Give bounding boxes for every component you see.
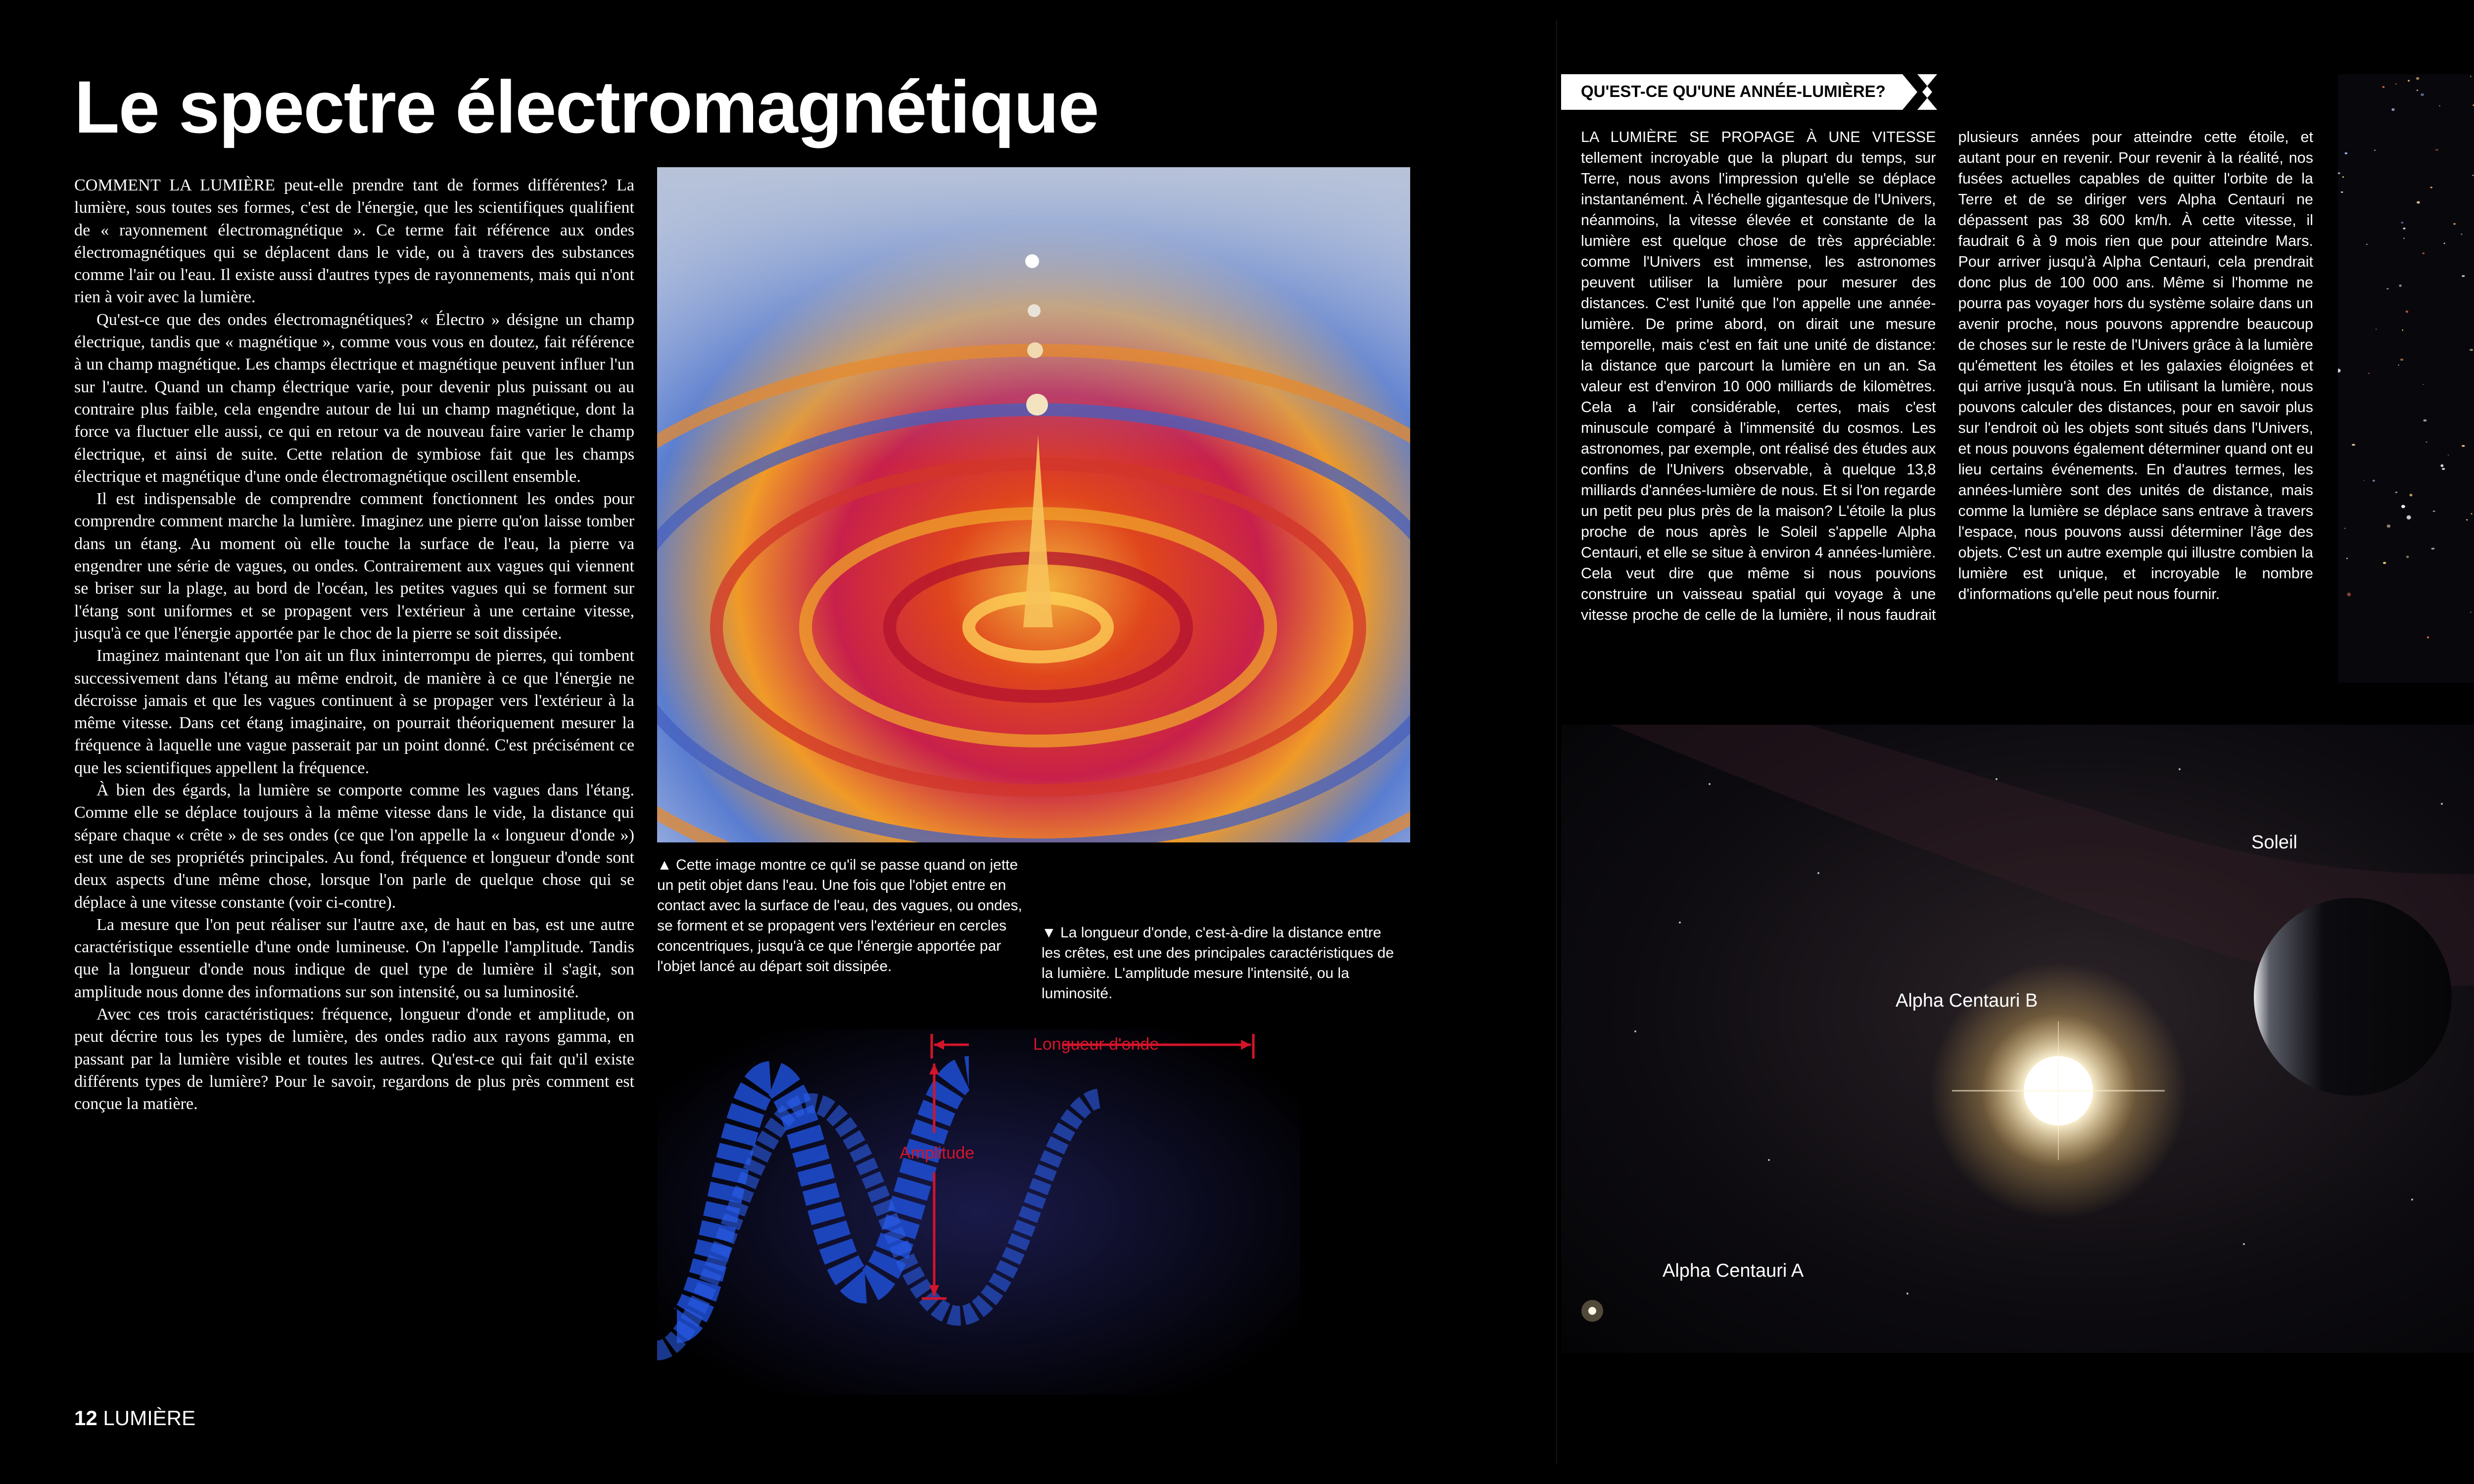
caption-text: La longueur d'onde, c'est-à-dire la distance entre les crêtes, est une des principales caractéristiques de la lumière. L'amplitude mesure l'intensité, ou la luminosité. xyxy=(1042,925,1394,1002)
running-head: LUMIÈRE xyxy=(103,1406,196,1430)
paragraph: À bien des égards, la lumière se comporte comme les vagues dans l'étang. Comme elle se déplace toujours à la même vitesse dans le vide, la distance qui sépare chaque « crête » de ses ondes (ce que l'on appelle la « longueur d'onde ») est une de ses propriétés principales. Au fond, fréquence et longueur d'onde sont deux aspects d'une même chose, lorsque l'on parle de quelque chose qui se déplace à une vitesse constante (voir ci-contre). xyxy=(74,781,634,912)
hubble-deep-field-image xyxy=(2338,74,2474,683)
soleil-label: Soleil xyxy=(2251,832,2297,853)
page-title: Le spectre électromagnétique xyxy=(74,65,1098,148)
wave-diagram-caption xyxy=(1042,923,1398,1004)
page-number: 12 xyxy=(74,1406,97,1430)
caption-marker: ▼ xyxy=(1042,925,1056,941)
alpha-centauri-b-label: Alpha Centauri B xyxy=(1896,990,2038,1011)
caption-marker: ▲ xyxy=(657,857,672,873)
left-folio xyxy=(74,1406,195,1430)
water-ripple-image xyxy=(657,167,1410,842)
caption-text: Cette image montre ce qu'il se passe quand on jette un petit objet dans l'eau. Une fois que l'objet entre en contact avec la surface de l'eau, des vagues, ou ondes, se forment et se propagent vers l'extérieur en cercles concentriques, jusqu'à ce que l'énergie apportée par l'objet lancé au départ soit dissipée. xyxy=(657,857,1022,974)
light-year-box-header xyxy=(1561,74,1957,110)
paragraph: La mesure que l'on peut réaliser sur l'autre axe, de haut en bas, est une autre caractéristique essentielle d'une onde lumineuse. On l'appelle l'amplitude. Tandis que la longueur d'onde nous indique de quel type de lumière il s'agit, son amplitude nous donne des informations sur son intensité, ou sa luminosité. xyxy=(74,915,634,1001)
paragraph: Il est indispensable de comprendre comment fonctionnent les ondes pour comprendre comment marche la lumière. Imaginez une pierre qu'on laisse tomber dans un étang. Au moment où elle touche la surface de l'eau, la pierre va engendrer une série de vagues, ou ondes. Contrairement aux vagues qui viennent se briser sur la plage, au bord de l'océan, les petites vagues qui se forment sur l'étang sont uniformes et se propagent vers l'extérieur à une certaine vitesse, jusqu'à ce que l'énergie apportée par le choc de la pierre se soit dissipée. xyxy=(74,490,634,643)
amplitude-label: Amplitude xyxy=(900,1144,975,1162)
wavelength-label: Longueur d'onde xyxy=(1033,1035,1159,1054)
alpha-centauri-a-label: Alpha Centauri A xyxy=(1663,1260,1804,1281)
light-year-text xyxy=(1581,127,2313,723)
paragraph: Qu'est-ce que des ondes électromagnétiques? « Électro » désigne un champ électrique, tandis que « magnétique », comme vous vous en doutez, fait référence à un champ magnétique. Les champs électrique et magnétique peuvent influer l'un sur l'autre. Quand un champ électrique varie, pour devenir plus puissant ou au contraire plus faible, cela engendre autour de lui un champ magnétique, dont la force va fluctuer elle aussi, ce qui en retour va de nouveau faire varier le champ électrique, et ainsi de suite. Cette relation de symbiose fait que les champs électrique et magnétique d'une onde électromagnétique oscillent ensemble. xyxy=(74,310,634,486)
water-image-caption xyxy=(657,855,1033,976)
box-paragraph: LA LUMIÈRE SE PROPAGE À UNE VITESSE tellement incroyable que la plupart du temps, sur Terre, nous avons l'impression qu'elle se déplace instantanément. À l'échelle gigantesque de l'Univers, néanmoins, la vitesse élevée et constante de la lumière est quelque chose de très appréciable: comme l'Univers est immense, les astronomes peuvent utiliser la lumière pour mesurer des distances. C'est l'unité que l'on appelle une année-lumière. De prime abord, on dirait une mesure temporelle, mais c'est en fait une unité de distance: la distance que parcourt la lumière en un an. Sa valeur est d'environ 10 000 milliards de kilomètres. Cela a l'air considérable, certes, mais c'est minuscule comparé à l'immensité du cosmos. Les astronomes, par exemple, ont réalisé des études aux confins de l'Univers observable, à quelque 13,8 milliards d'années-lumière de nous. Et si l'on regarde un petit peu plus près de la maison? L'étoile la plus proche de nous après le Soleil s'appelle Alpha Centauri, et elle se situe à environ 4 années-lumière. Cela veut dire que même si nous pouvions construire un vaisseau spatial qui voyage à une vitesse proche de celle de la lumière, il nous faudrait plusieurs années pour atteindre cette étoile, et autant pour en revenir. Pour revenir à la réalité, nos fusées actuelles capables de quitter l'orbite de la Terre et de se diriger vers Alpha Centauri ne dépassent pas 38 600 km/h. À cette vitesse, il faudrait 6 à 9 mois rien que pour atteindre Mars. Pour arriver jusqu'à Alpha Centauri, cela prendrait donc plus de 100 000 ans. Même si l'homme ne pourra pas voyager hors du système solaire dans un avenir proche, nous pouvons apprendre beaucoup de choses sur le reste de l'Univers grâce à la lumière qu'émettent les étoiles et les galaxies éloignées et qui arrive jusqu'à nous. En utilisant la lumière, nous pouvons calculer des distances, pour en savoir plus sur l'endroit où les objets sont situés dans l'Univers, et nous pouvons également déterminer quand ont eu lieu certains événements. En d'autres termes, les années-lumière sont des unités de distance, mais comme la lumière se déplace sans entrave à travers l'espace, nous pouvons aussi déterminer l'âge des objets. C'est un autre exemple qui illustre combien la lumière est unique, et incroyable le nombre d'informations qu'elle peut nous fournir. xyxy=(1581,129,2313,623)
paragraph: Imaginez maintenant que l'on ait un flux ininterrompu de pierres, qui tombent successivement dans l'étang au même endroit, de manière à ce que l'énergie ne décroisse jamais et que les vagues continuent à se propager vers l'extérieur à la même vitesse. Dans cet étang imaginaire, on pourrait théoriquement mesurer la fréquence à laquelle une vague passerait par un point donné. C'est précisément ce que les scientifiques appellent la fréquence. xyxy=(74,647,634,777)
main-text-column xyxy=(74,174,634,1115)
paragraph: COMMENT LA LUMIÈRE peut-elle prendre tant de formes différentes? La lumière, sous toutes ses formes, c'est de l'énergie, que les scientifiques qualifient de « rayonnement électromagnétique ». Ce terme fait référence aux ondes électromagnétiques qui se déplacent dans le vide, ou à travers des substances comme l'air ou l'eau. Il existe aussi d'autres types de rayonnements, mais qui n'ont rien à voir avec la lumière. xyxy=(74,176,634,307)
page-gutter xyxy=(1556,20,1557,1464)
wave-diagram xyxy=(657,1029,1300,1395)
paragraph: Avec ces trois caractéristiques: fréquence, longueur d'onde et amplitude, on peut décrire tous les types de lumière, des ondes radio aux rayons gamma, en passant par la lumière visible et toutes les autres. Qu'est-ce qui fait qu'il existe différents types de lumière? Pour le savoir, regardons de plus près comment est conçue la matière. xyxy=(74,1005,634,1113)
box-title: QU'EST-CE QU'UNE ANNÉE-LUMIÈRE? xyxy=(1581,82,1886,100)
alpha-centauri-image xyxy=(1561,725,2474,1353)
